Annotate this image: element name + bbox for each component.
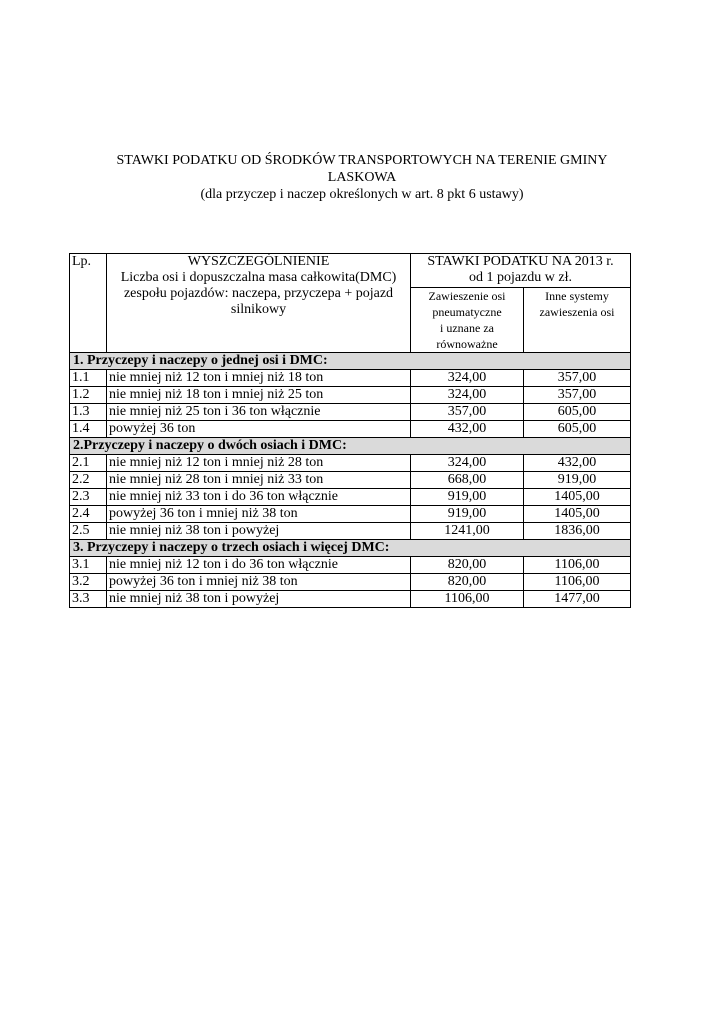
row-description-cell: nie mniej niż 28 ton i mniej niż 33 ton bbox=[107, 472, 411, 489]
rate-other-cell: 1477,00 bbox=[524, 591, 631, 608]
table-row bbox=[70, 387, 631, 404]
row-description-cell: nie mniej niż 12 ton i mniej niż 18 ton bbox=[107, 370, 411, 387]
row-description-cell: nie mniej niż 33 ton i do 36 ton włącznie bbox=[107, 489, 411, 506]
sub-b-line-2: zawieszenia osi bbox=[539, 305, 615, 319]
title-line-2: LASKOWA bbox=[327, 170, 397, 185]
header-description-line-3: zespołu pojazdów: naczepa, przyczepa + pojazd bbox=[123, 286, 394, 301]
header-description bbox=[107, 254, 411, 353]
row-description-cell: powyżej 36 ton i mniej niż 38 ton bbox=[107, 506, 411, 523]
rate-other-cell: 357,00 bbox=[524, 387, 631, 404]
row-number-cell: 2.3 bbox=[70, 489, 107, 506]
row-number-cell: 1.3 bbox=[70, 404, 107, 421]
rate-pneumatic-cell: 668,00 bbox=[411, 472, 524, 489]
rate-other-cell: 1405,00 bbox=[524, 506, 631, 523]
header-rates-line-1: STAWKI PODATKU NA 2013 r. bbox=[427, 254, 614, 269]
table-row bbox=[70, 523, 631, 540]
rate-other-cell: 1106,00 bbox=[524, 557, 631, 574]
table-row bbox=[70, 489, 631, 506]
sub-a-line-4: równoważne bbox=[436, 337, 498, 351]
table-row bbox=[70, 472, 631, 489]
section-header-row bbox=[70, 438, 631, 455]
section-header-row bbox=[70, 353, 631, 370]
sub-a-line-1: Zawieszenie osi bbox=[428, 289, 506, 303]
row-number-cell: 2.1 bbox=[70, 455, 107, 472]
rate-other-cell: 432,00 bbox=[524, 455, 631, 472]
header-rates-line-2: od 1 pojazdu w zł. bbox=[468, 270, 573, 285]
row-description-cell: powyżej 36 ton bbox=[107, 421, 411, 438]
row-number-cell: 1.2 bbox=[70, 387, 107, 404]
row-description-cell: nie mniej niż 38 ton i powyżej bbox=[107, 523, 411, 540]
table-row bbox=[70, 574, 631, 591]
row-description-cell: nie mniej niż 38 ton i powyżej bbox=[107, 591, 411, 608]
row-description-cell: nie mniej niż 12 ton i do 36 ton włącznie bbox=[107, 557, 411, 574]
table-row bbox=[70, 591, 631, 608]
row-number-cell: 1.1 bbox=[70, 370, 107, 387]
table-row bbox=[70, 421, 631, 438]
section-title: 1. Przyczepy i naczepy o jednej osi i DMC: bbox=[70, 353, 631, 370]
sub-b-line-1: Inne systemy bbox=[545, 289, 609, 303]
rate-other-cell: 605,00 bbox=[524, 421, 631, 438]
table-body bbox=[70, 254, 631, 608]
sub-a-line-3: i uznane za bbox=[440, 321, 494, 335]
rate-other-cell: 1405,00 bbox=[524, 489, 631, 506]
table-row bbox=[70, 557, 631, 574]
rate-pneumatic-cell: 324,00 bbox=[411, 370, 524, 387]
rate-other-cell: 1106,00 bbox=[524, 574, 631, 591]
rate-other-cell: 357,00 bbox=[524, 370, 631, 387]
row-number-cell: 2.2 bbox=[70, 472, 107, 489]
tax-rates-table bbox=[69, 253, 631, 608]
rate-pneumatic-cell: 432,00 bbox=[411, 421, 524, 438]
header-description-line-1: WYSZCZEGÓLNIENIE bbox=[187, 254, 330, 269]
row-description-cell: nie mniej niż 18 ton i mniej niż 25 ton bbox=[107, 387, 411, 404]
rate-pneumatic-cell: 357,00 bbox=[411, 404, 524, 421]
title-line-3: (dla przyczep i naczep określonych w art. 8 pkt 6 ustawy) bbox=[200, 187, 524, 202]
rate-pneumatic-cell: 919,00 bbox=[411, 506, 524, 523]
document-title bbox=[60, 152, 664, 203]
row-description-cell: nie mniej niż 25 ton i 36 ton włącznie bbox=[107, 404, 411, 421]
header-description-line-2: Liczba osi i dopuszczalna masa całkowita(DMC) bbox=[120, 270, 397, 285]
header-description-line-4: silnikowy bbox=[230, 302, 287, 317]
rate-pneumatic-cell: 820,00 bbox=[411, 557, 524, 574]
row-description-cell: nie mniej niż 12 ton i mniej niż 28 ton bbox=[107, 455, 411, 472]
table-row bbox=[70, 370, 631, 387]
rate-pneumatic-cell: 820,00 bbox=[411, 574, 524, 591]
sub-a-line-2: pneumatyczne bbox=[432, 305, 502, 319]
table-row bbox=[70, 404, 631, 421]
row-number-cell: 2.5 bbox=[70, 523, 107, 540]
section-title: 3. Przyczepy i naczepy o trzech osiach i więcej DMC: bbox=[70, 540, 631, 557]
section-title: 2.Przyczepy i naczepy o dwóch osiach i DMC: bbox=[70, 438, 631, 455]
table-row bbox=[70, 506, 631, 523]
rate-other-cell: 919,00 bbox=[524, 472, 631, 489]
row-number-cell: 3.1 bbox=[70, 557, 107, 574]
row-description-cell: powyżej 36 ton i mniej niż 38 ton bbox=[107, 574, 411, 591]
rate-pneumatic-cell: 919,00 bbox=[411, 489, 524, 506]
row-number-cell: 1.4 bbox=[70, 421, 107, 438]
rate-pneumatic-cell: 324,00 bbox=[411, 387, 524, 404]
rate-other-cell: 1836,00 bbox=[524, 523, 631, 540]
header-other-suspension bbox=[524, 288, 631, 353]
row-number-cell: 3.2 bbox=[70, 574, 107, 591]
row-number-cell: 2.4 bbox=[70, 506, 107, 523]
rate-other-cell: 605,00 bbox=[524, 404, 631, 421]
rate-pneumatic-cell: 1106,00 bbox=[411, 591, 524, 608]
rate-pneumatic-cell: 324,00 bbox=[411, 455, 524, 472]
header-pneumatic-suspension bbox=[411, 288, 524, 353]
row-number-cell: 3.3 bbox=[70, 591, 107, 608]
table-row bbox=[70, 455, 631, 472]
title-line-1: STAWKI PODATKU OD ŚRODKÓW TRANSPORTOWYCH NA TERENIE GMINY bbox=[116, 153, 608, 168]
header-row bbox=[70, 254, 631, 288]
header-rates bbox=[411, 254, 631, 288]
rate-pneumatic-cell: 1241,00 bbox=[411, 523, 524, 540]
header-lp: Lp. bbox=[70, 254, 107, 353]
section-header-row bbox=[70, 540, 631, 557]
